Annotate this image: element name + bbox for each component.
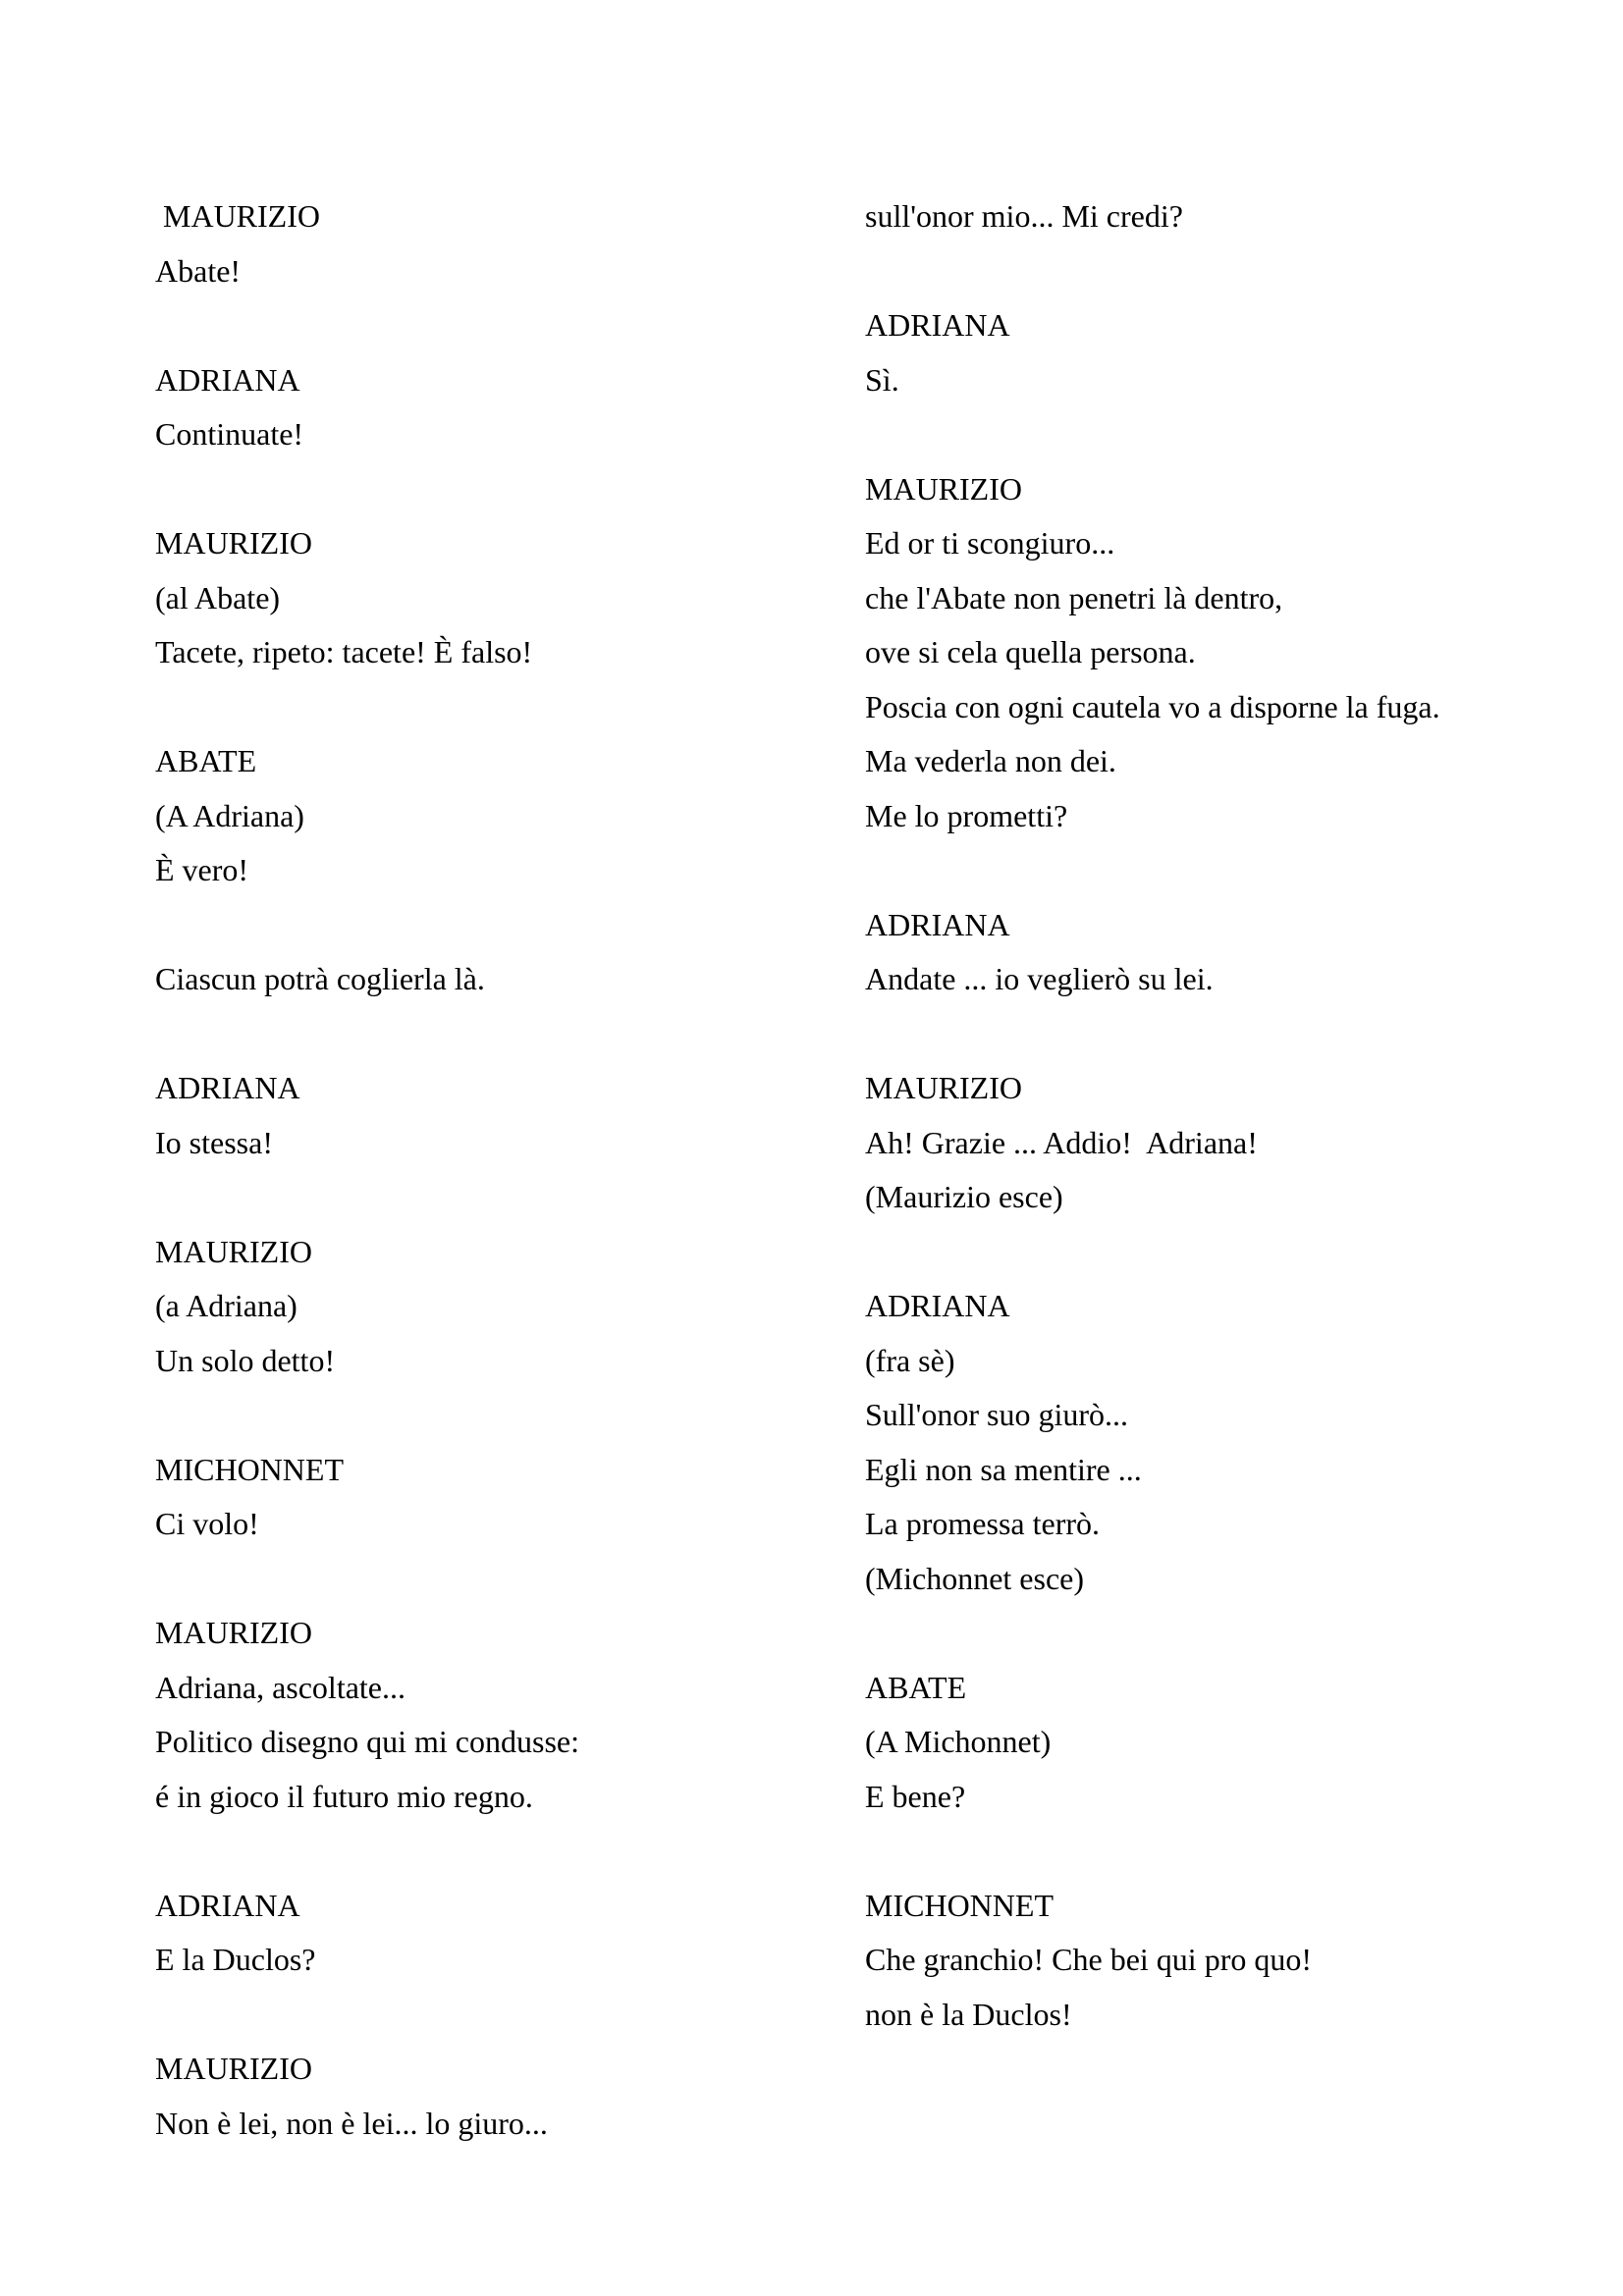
blank-line xyxy=(155,298,842,353)
dialogue-line: Ci volo! xyxy=(155,1506,259,1541)
dialogue-line: Sull'onor suo giurò... xyxy=(865,1397,1128,1432)
dialogue-line: Me lo prometti? xyxy=(865,797,1068,833)
blank-line xyxy=(155,1388,842,1443)
stage-direction: (A Adriana) xyxy=(155,797,304,833)
speaker-name: MAURIZIO xyxy=(865,1070,1022,1105)
dialogue-line: Abate! xyxy=(155,252,242,289)
speaker-name: MAURIZIO xyxy=(155,1233,312,1269)
dialogue-line: ove si cela quella persona. xyxy=(865,634,1196,669)
blank-line xyxy=(865,1225,1592,1280)
dialogue-line: sull'onor mio... Mi credi? xyxy=(865,198,1183,234)
stage-direction: (fra sè) xyxy=(865,1342,955,1378)
dialogue-line: Andate ... io veglierò su lei. xyxy=(865,961,1214,996)
blank-line xyxy=(865,1606,1592,1661)
speaker-name: ADRIANA xyxy=(865,307,1010,343)
blank-line xyxy=(155,1552,842,1607)
left-column xyxy=(155,189,842,2151)
dialogue-line: E la Duclos? xyxy=(155,1942,316,1977)
stage-direction: (A Michonnet) xyxy=(865,1724,1052,1759)
dialogue-line: non è la Duclos! xyxy=(865,1996,1072,2032)
stage-direction: (Maurizio esce) xyxy=(865,1179,1063,1214)
blank-line xyxy=(865,1007,1592,1062)
blank-line xyxy=(155,1988,842,2043)
stage-direction: (Michonnet esce) xyxy=(865,1560,1085,1596)
blank-line xyxy=(155,898,842,953)
speaker-name: ADRIANA xyxy=(865,906,1010,942)
blank-line xyxy=(155,1170,842,1225)
speaker-name: ADRIANA xyxy=(155,361,300,398)
dialogue-line: Che granchio! Che bei qui pro quo! xyxy=(865,1942,1312,1977)
dialogue-line: che l'Abate non penetri là dentro, xyxy=(865,579,1283,615)
dialogue-line: La promessa terrò. xyxy=(865,1506,1101,1541)
dialogue-line: Ed or ti scongiuro... xyxy=(865,525,1115,561)
blank-line xyxy=(865,244,1592,299)
dialogue-line: é in gioco il futuro mio regno. xyxy=(155,1778,533,1814)
speaker-name: ADRIANA xyxy=(155,1887,300,1923)
dialogue-line: Sì. xyxy=(865,361,899,398)
dialogue-line: Ah! Grazie ... Addio! Adriana! xyxy=(865,1124,1258,1160)
stage-direction: (a Adriana) xyxy=(155,1288,298,1323)
speaker-name: ADRIANA xyxy=(865,1288,1010,1323)
speaker-name: MAURIZIO xyxy=(155,2051,312,2086)
speaker-name: MAURIZIO xyxy=(865,470,1022,507)
speaker-name: MAURIZIO xyxy=(155,1615,312,1650)
speaker-name: MICHONNET xyxy=(155,1451,344,1487)
blank-line xyxy=(155,462,842,517)
speaker-name: MAURIZIO xyxy=(155,198,320,234)
dialogue-line: Continuate! xyxy=(155,416,304,452)
speaker-name: MICHONNET xyxy=(865,1887,1054,1923)
blank-line xyxy=(155,1007,842,1062)
dialogue-line: Tacete, ripeto: tacete! È falso! xyxy=(155,634,533,669)
dialogue-line: Non è lei, non è lei... lo giuro... xyxy=(155,2105,548,2141)
dialogue-line: Un solo detto! xyxy=(155,1342,336,1378)
dialogue-line: Poscia con ogni cautela vo a disporne la fuga. xyxy=(865,688,1440,724)
blank-line xyxy=(155,1824,842,1879)
speaker-name: ABATE xyxy=(155,743,257,778)
dialogue-line: Adriana, ascoltate... xyxy=(155,1669,406,1705)
dialogue-line: E bene? xyxy=(865,1778,966,1814)
dialogue-line: È vero! xyxy=(155,852,249,887)
dialogue-line: Io stessa! xyxy=(155,1124,273,1160)
blank-line xyxy=(155,680,842,735)
dialogue-line: Ciascun potrà coglierla là. xyxy=(155,961,485,996)
dialogue-line: Egli non sa mentire ... xyxy=(865,1451,1142,1487)
right-column xyxy=(865,189,1592,2042)
blank-line xyxy=(865,407,1592,462)
dialogue-line: Ma vederla non dei. xyxy=(865,743,1116,778)
blank-line xyxy=(865,1824,1592,1879)
dialogue-line: Politico disegno qui mi condusse: xyxy=(155,1724,579,1759)
stage-direction: (al Abate) xyxy=(155,579,281,615)
speaker-name: MAURIZIO xyxy=(155,525,312,561)
speaker-name: ABATE xyxy=(865,1669,967,1705)
speaker-name: ADRIANA xyxy=(155,1070,300,1105)
blank-line xyxy=(865,843,1592,898)
